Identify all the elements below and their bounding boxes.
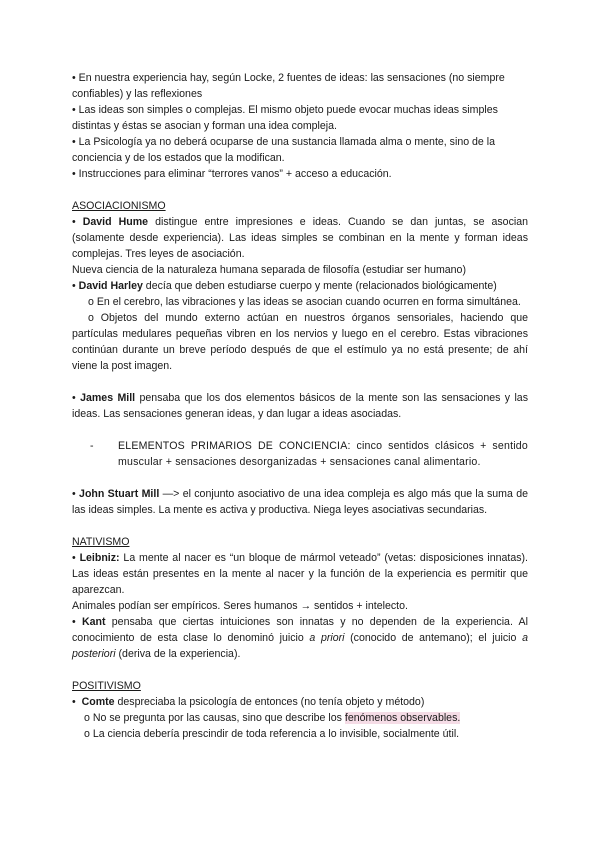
highlighted-phrase: fenómenos observables. <box>344 712 461 724</box>
bullet: • <box>72 552 76 564</box>
locke-paragraph-3: • La Psicología ya no deberá ocuparse de una sustancia llamada alma o mente, sino de la conciencia y de los estados que la modifican. <box>72 136 496 164</box>
hume-name: David Hume <box>82 216 149 228</box>
harley-paragraph <box>72 278 528 294</box>
leibniz-note: Animales podían ser empíricos. Seres humanos → sentidos + intelecto. <box>72 600 408 612</box>
locke-paragraph-4: • Instrucciones para eliminar “terrores vanos” + acceso a educación. <box>72 168 392 180</box>
positivismo-heading: POSITIVISMO <box>72 680 141 692</box>
comte-name: Comte <box>81 696 115 708</box>
asociacionismo-heading: ASOCIACIONISMO <box>72 200 166 212</box>
bullet: • <box>72 488 76 500</box>
elementos-text: ELEMENTOS PRIMARIOS DE CONCIENCIA: cinco sentidos clásicos + sentido muscular + sensaciones desorganizadas + sensaciones canal alimentario. <box>118 440 528 468</box>
locke-paragraph-1: • En nuestra experiencia hay, según Locke, 2 fuentes de ideas: las sensaciones (no siempre confiables) y las reflexiones <box>72 72 505 100</box>
kant-text: (conocido de antemano); el juicio <box>344 632 523 644</box>
spacer <box>72 182 528 198</box>
hume-paragraph <box>72 214 528 262</box>
spacer <box>72 662 528 678</box>
comte-paragraph <box>72 694 528 710</box>
james-mill-paragraph <box>72 390 528 422</box>
kant-name: Kant <box>81 616 106 628</box>
spacer <box>72 470 528 486</box>
a-priori-term: a priori <box>309 632 345 644</box>
james-mill-text: pensaba que los dos elementos básicos de la mente son las sensaciones y las ideas. Las sensaciones generan ideas, y dan lugar a ideas asociadas. <box>72 392 528 420</box>
harley-subpoint-1: o En el cerebro, las vibraciones y las ideas se asocian cuando ocurren en forma simultánea. <box>88 296 521 308</box>
elementos-list-item <box>72 438 528 470</box>
kant-paragraph <box>72 614 528 662</box>
harley-text: decía que deben estudiarse cuerpo y mente (relacionados biológicamente) <box>142 280 497 292</box>
bullet: • <box>72 280 76 292</box>
stuart-mill-text: —> el conjunto asociativo de una idea compleja es algo más que la suma de las ideas simples. La mente es activa y productiva. Niega leyes asociativas secundarias. <box>72 488 529 516</box>
spacer <box>72 422 528 438</box>
locke-paragraph-2: • Las ideas son simples o complejas. El mismo objeto puede evocar muchas ideas simples distintas y éstas se asocian y forman una idea compleja. <box>72 104 498 132</box>
comte-subpoint-1 <box>72 710 528 726</box>
spacer <box>72 518 528 534</box>
leibniz-text: La mente al nacer es “un bloque de mármol veteado” (vetas: disposiciones innatas). Las ideas están presentes en la mente al nacer y la función de la experiencia es permitir que aparezcan. <box>72 552 528 596</box>
bullet: • <box>72 616 76 628</box>
kant-text: (deriva de la experiencia). <box>115 648 241 660</box>
bullet: • <box>72 392 76 404</box>
kant-text: pensaba que ciertas intuiciones son innatas y no dependen de la experiencia. Al conocimiento de esta clase lo denominó juicio <box>72 616 528 644</box>
dash-marker: - <box>90 440 94 452</box>
nativismo-heading: NATIVISMO <box>72 536 130 548</box>
comte-subpoint-text: o No se pregunta por las causas, sino que describe los <box>84 712 345 724</box>
james-mill-name: James Mill <box>80 392 136 404</box>
harley-name: David Harley <box>78 280 143 292</box>
a-posteriori-term: a posteriori <box>72 632 528 660</box>
leibniz-paragraph <box>72 550 528 598</box>
leibniz-name: Leibniz: <box>79 552 120 564</box>
hume-note: Nueva ciencia de la naturaleza humana separada de filosofía (estudiar ser humano) <box>72 264 466 276</box>
spacer <box>72 374 528 390</box>
bullet: • <box>72 696 76 708</box>
hume-text: distingue entre impresiones e ideas. Cuando se dan juntas, se asocian (solamente desde experiencia). Las ideas simples se combinan en la mente y forman ideas complejas. Tres leyes de asociación. <box>72 216 528 260</box>
harley-subpoint-2: o Objetos del mundo externo actúan en nuestros órganos sensoriales, haciendo que partículas medulares pequeñas vibren en los nervios y luego en el cerebro. Estas vibraciones continúan durante un breve período después de que el estímulo ya no está presente; de ahí viene la post imagen. <box>72 312 528 372</box>
comte-text: despreciaba la psicología de entonces (no tenía objeto y método) <box>114 696 425 708</box>
stuart-mill-name: John Stuart Mill <box>79 488 160 500</box>
stuart-mill-paragraph <box>72 486 528 518</box>
comte-subpoint-2: o La ciencia debería prescindir de toda referencia a lo invisible, socialmente útil. <box>84 728 460 740</box>
bullet: • <box>72 216 76 228</box>
